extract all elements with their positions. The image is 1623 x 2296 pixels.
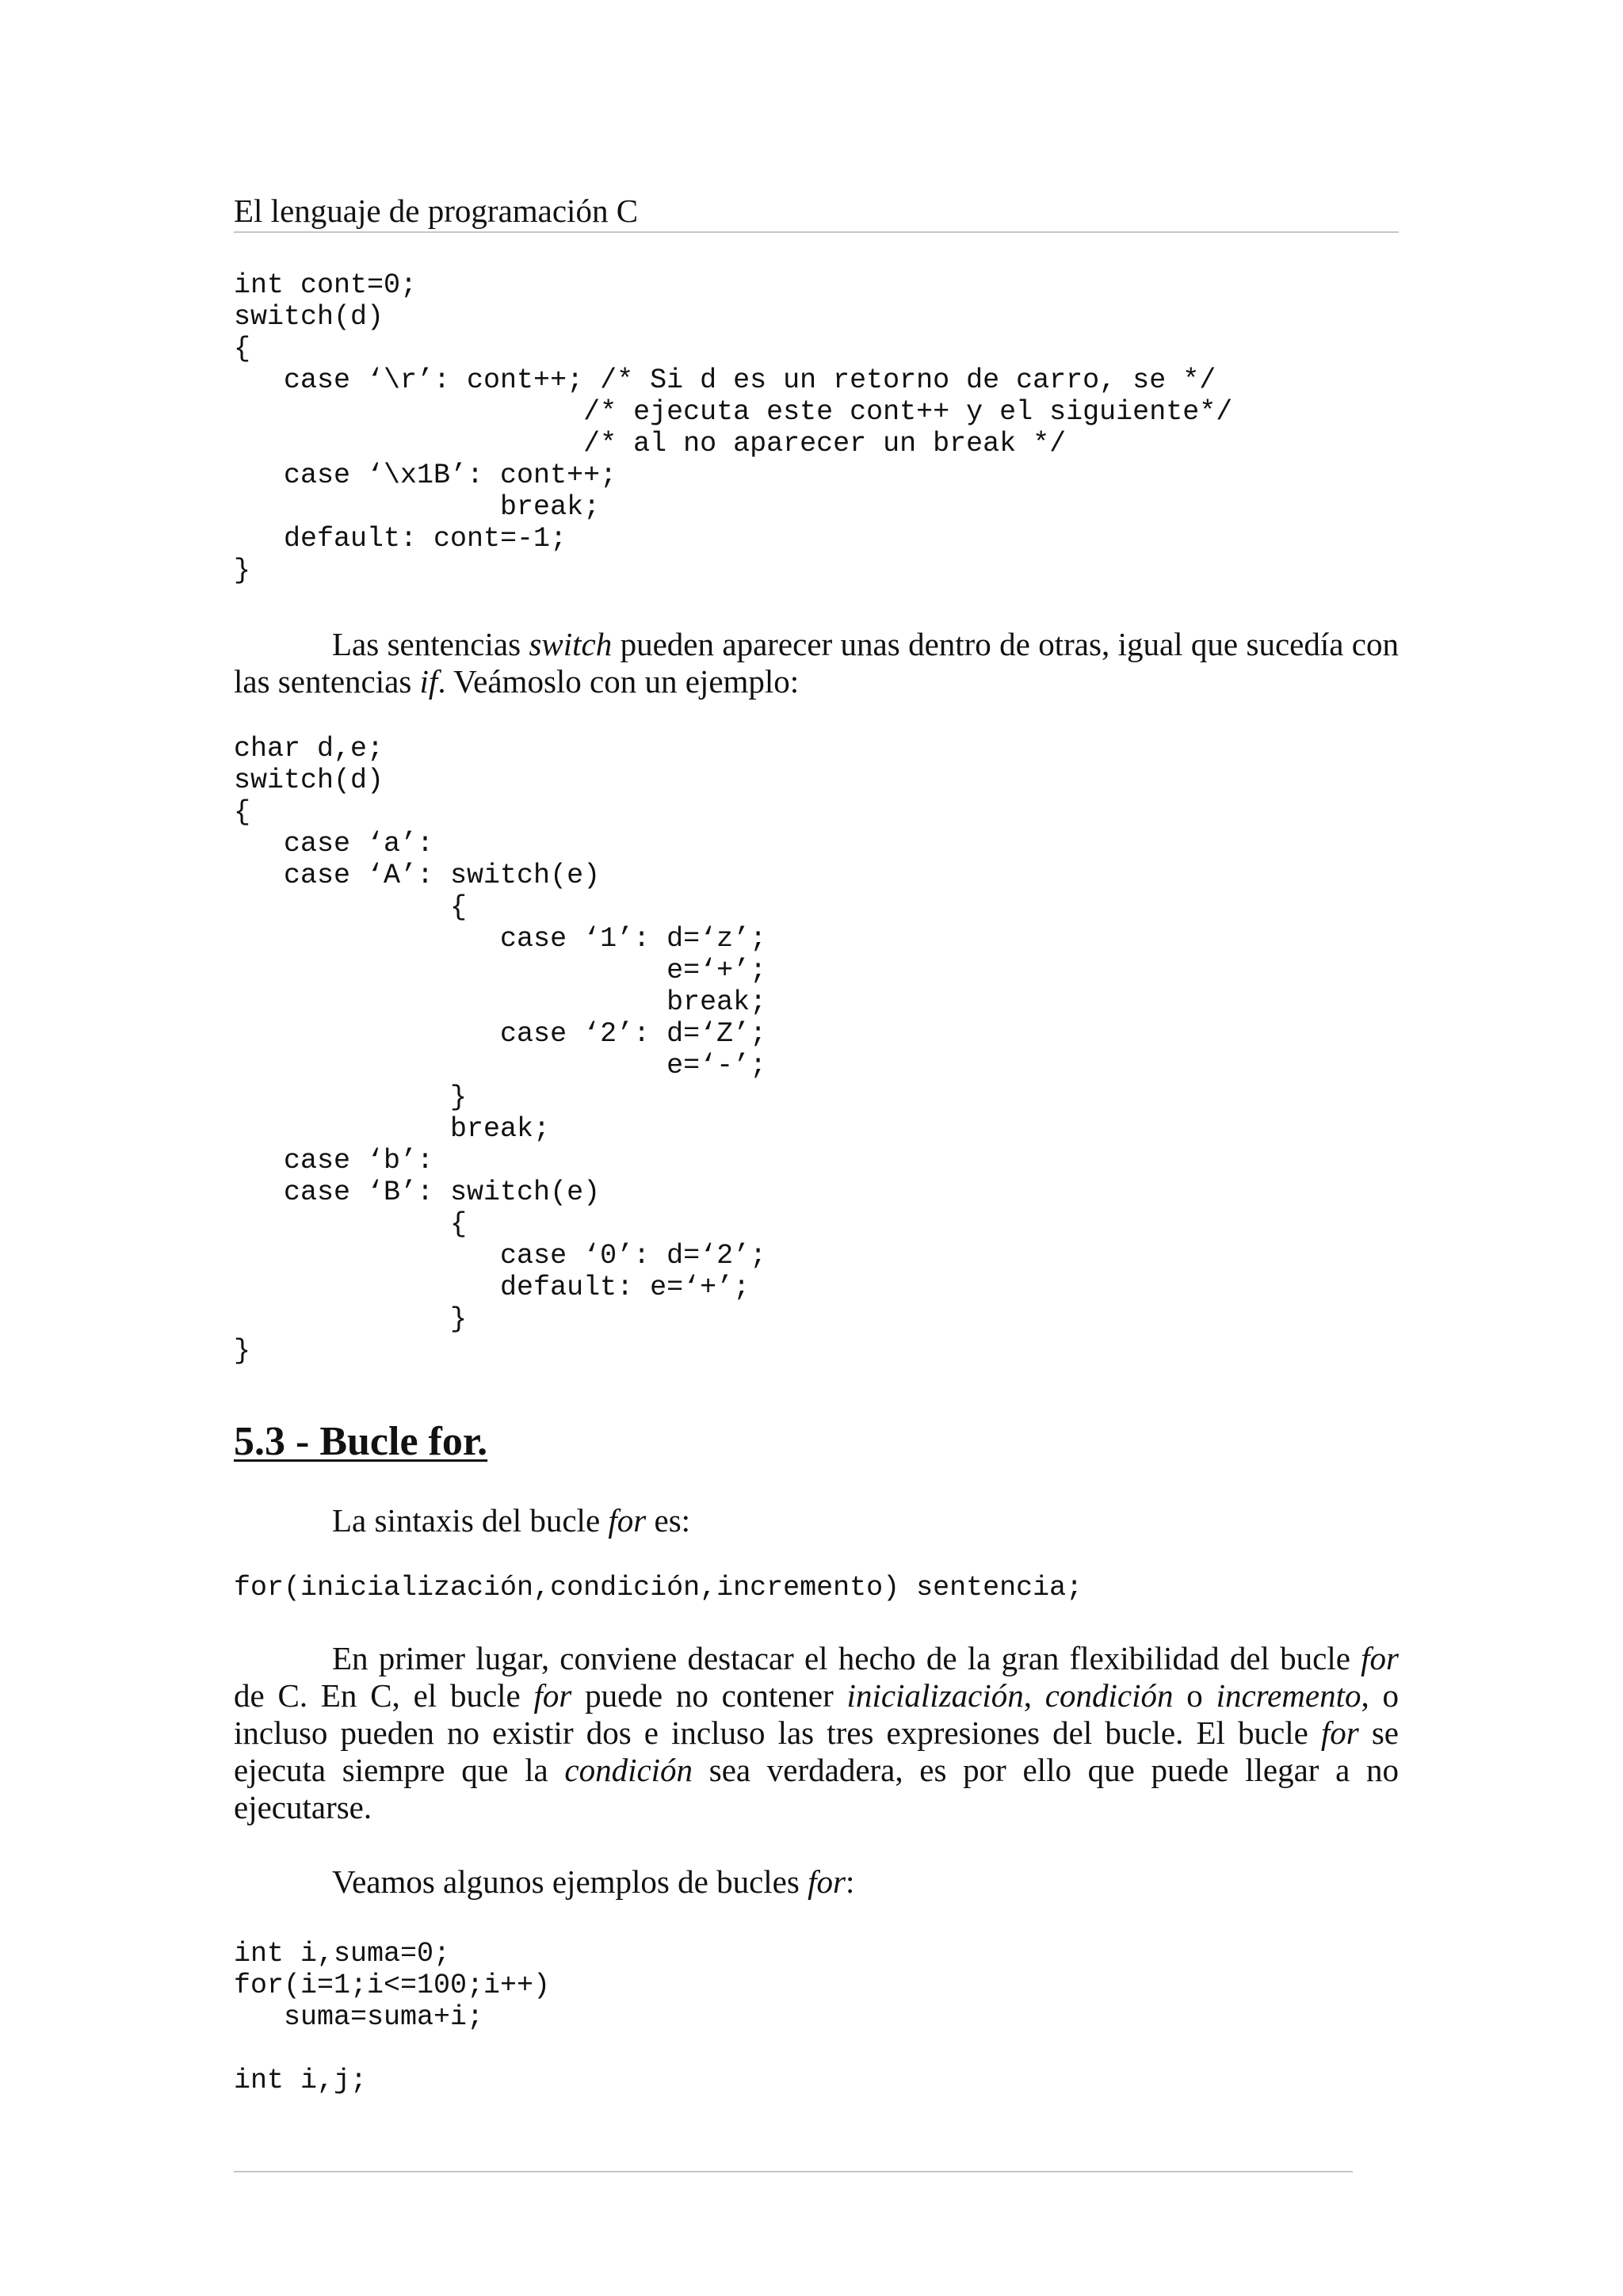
code-block-switch-anidado: char d,e; switch(d) { case ‘a’: case ‘A’: switch(e) { case ‘1’: d=‘z’; e=‘+’; break; case ‘2’: d=‘Z’; e=‘-’; } break; case ‘b’: case ‘B’: switch(e) { case ‘0’: d=‘2’; default: e=‘+’; } }	[234, 733, 767, 1367]
document-title: El lenguaje de programación C	[234, 193, 639, 229]
footer-rule	[234, 2171, 1353, 2172]
code-block-switch-retorno: int cont=0; switch(d) { case ‘\r’: cont++; /* Si d es un retorno de carro, se */ /* ejecuta este cont++ y el siguiente*/ /* al no aparecer un break */ case ‘\x1B’: cont++; break; default: cont=-1; }	[234, 269, 1233, 586]
running-header	[234, 190, 1399, 233]
section-heading: 5.3 - Bucle for.	[234, 1419, 488, 1464]
paragraph-for-flexibility: En primer lugar, conviene destacar el hecho de la gran flexibilidad del bucle for de C. En C, el bucle for puede no contener inicialización, condición o incremento, o incluso pueden no existir dos e incluso las tres expresiones del bucle. El bucle for se ejecuta siempre que la condición sea verdadera, es por ello que puede llegar a no ejecutarse.	[234, 1640, 1400, 1825]
paragraph-for-syntax-intro: La sintaxis del bucle for es:	[332, 1502, 691, 1539]
code-block-for-syntax: for(inicialización,condición,incremento) sentencia;	[234, 1572, 1083, 1604]
code-block-for-examples: int i,suma=0; for(i=1;i<=100;i++) suma=suma+i; int i,j;	[234, 1938, 551, 2096]
paragraph-for-examples-intro: Veamos algunos ejemplos de bucles for:	[332, 1863, 855, 1900]
paragraph-switch-nested: Las sentencias switch pueden aparecer unas dentro de otras, igual que sucedía con las sentencias if. Veámoslo con un ejemplo:	[234, 626, 1399, 700]
